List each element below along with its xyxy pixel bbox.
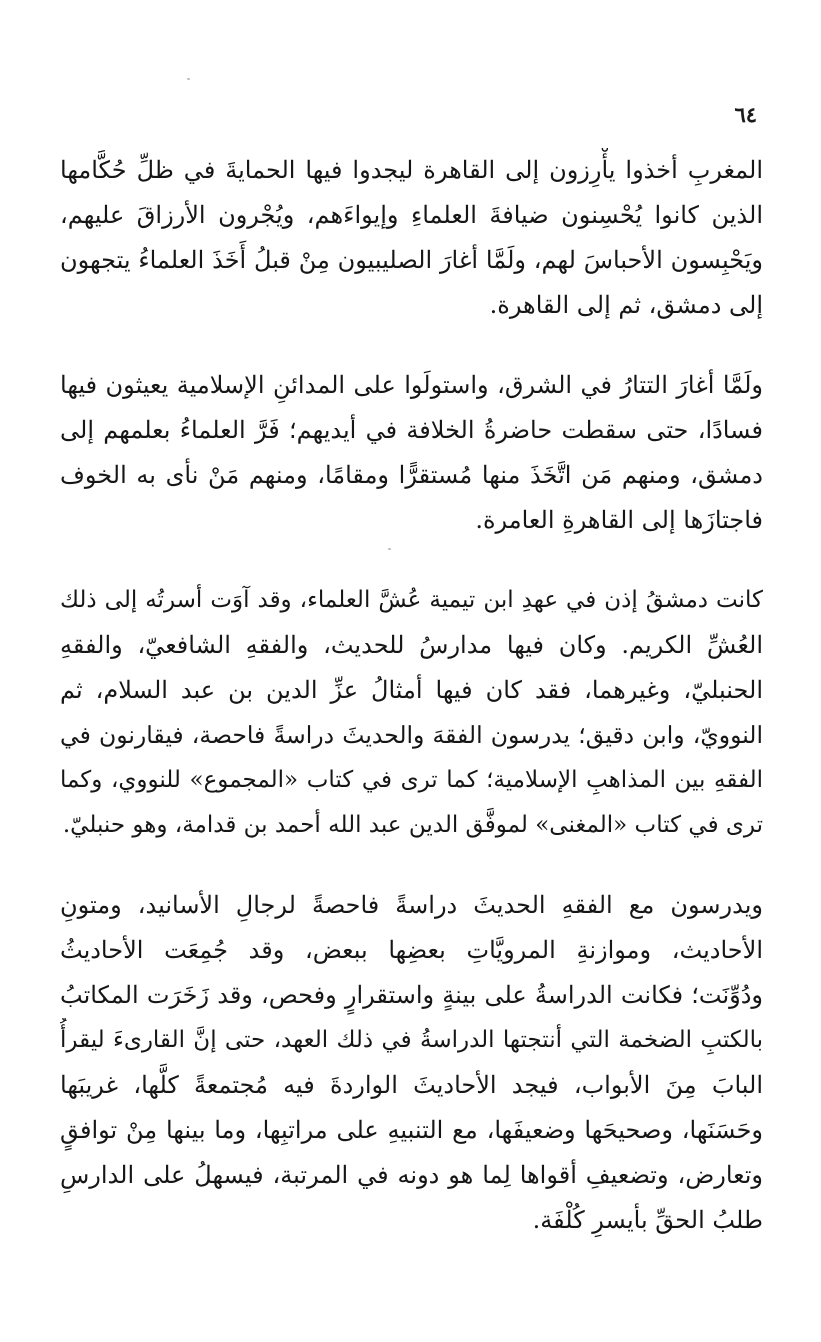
text-line: طلبُ الحقِّ بأيسرِ كُلْفَة.	[532, 1206, 763, 1234]
text-line: المغربِ أخذوا يأْرِزون إلى القاهرة ليجدوا فيها الحمايةَ في ظلِّ حُكَّامها	[60, 156, 763, 184]
paragraph	[60, 883, 763, 1243]
scan-speck	[187, 78, 190, 80]
text-line: العُشِّ الكريم. وكان فيها مدارسُ للحديث، والفقهِ الشافعيّ، والفقهِ	[60, 631, 763, 659]
text-line: النوويّ، وابن دقيق؛ يدرسون الفقهَ والحديثَ دراسةً فاحصة، فيقارنون في	[60, 721, 763, 749]
text-line: الذين كانوا يُحْسِنون ضيافةَ العلماءِ وإيواءَهم، ويُجْرون الأرزاقَ عليهم،	[60, 201, 763, 229]
text-line: فاجتازَها إلى القاهرةِ العامرة.	[475, 506, 763, 534]
paragraph	[60, 148, 763, 328]
text-line: ودُوِّنَت؛ فكانت الدراسةُ على بينةٍ واستقرارٍ وفحص، وقد زَخَرَت المكاتبُ	[60, 981, 763, 1009]
text-line: كانت دمشقُ إذن في عهدِ ابن تيمية عُشَّ العلماء، وقد آوَت أسرتُه إلى ذلك	[60, 587, 763, 613]
body-text	[60, 148, 763, 1278]
text-line: الحنبليّ، وغيرهما، فقد كان فيها أمثالُ عزِّ الدين بن عبد السلام، ثم	[60, 676, 763, 704]
text-line: بالكتبِ الضخمة التي أنتجتها الدراسةُ في ذلك العهد، حتى إنَّ القارىءَ ليقرأُ	[60, 1027, 763, 1053]
text-line: الفقهِ بين المذاهبِ الإسلامية؛ كما ترى في كتاب «المجموع» للنووي، وكما	[60, 767, 763, 793]
text-line: الأحاديث، وموازنةِ المرويَّاتِ بعضِها ببعض، وقد جُمِعَت الأحاديثُ	[60, 936, 763, 964]
text-line: البابَ مِنَ الأبواب، فيجد الأحاديثَ الواردةَ فيه مُجتمعةً كلَّها، غريبَها	[60, 1071, 763, 1099]
text-line: دمشق، ومنهم مَن اتَّخَذَ منها مُستقرًّا ومقامًا، ومنهم مَنْ نأى به الخوف	[60, 461, 763, 489]
paragraph	[60, 578, 763, 848]
text-line: فسادًا، حتى سقطت حاضرةُ الخلافة في أيديهم؛ فَرَّ العلماءُ بعلمهم إلى	[60, 416, 763, 444]
text-line: ويَحْبِسون الأحباسَ لهم، ولَمَّا أغارَ الصليبيون مِنْ قبلُ أَخَذَ العلماءُ يتجهون	[60, 246, 763, 274]
paragraph	[60, 363, 763, 543]
text-line: وتعارض، وتضعيفِ أقواها لِما هو دونه في المرتبة، فيسهلُ على الدارسِ	[60, 1161, 763, 1189]
text-line: ترى في كتاب «المغنى» لموفَّق الدين عبد الله أحمد بن قدامة، وهو حنبليّ.	[62, 812, 763, 838]
text-line: ويدرسون مع الفقهِ الحديثَ دراسةً فاحصةً لرجالِ الأسانيد، ومتونِ	[60, 891, 763, 919]
text-line: وحَسَنَها، وصحيحَها وضعيفَها، مع التنبيهِ على مراتبِها، وما بينها مِنْ توافقٍ	[60, 1116, 763, 1144]
text-line: ولَمَّا أغارَ التتارُ في الشرق، واستولَوا على المدائنِ الإسلامية يعيثون فيها	[60, 371, 763, 399]
text-line: إلى دمشق، ثم إلى القاهرة.	[489, 291, 763, 319]
page-number: ٦٤	[734, 102, 757, 127]
